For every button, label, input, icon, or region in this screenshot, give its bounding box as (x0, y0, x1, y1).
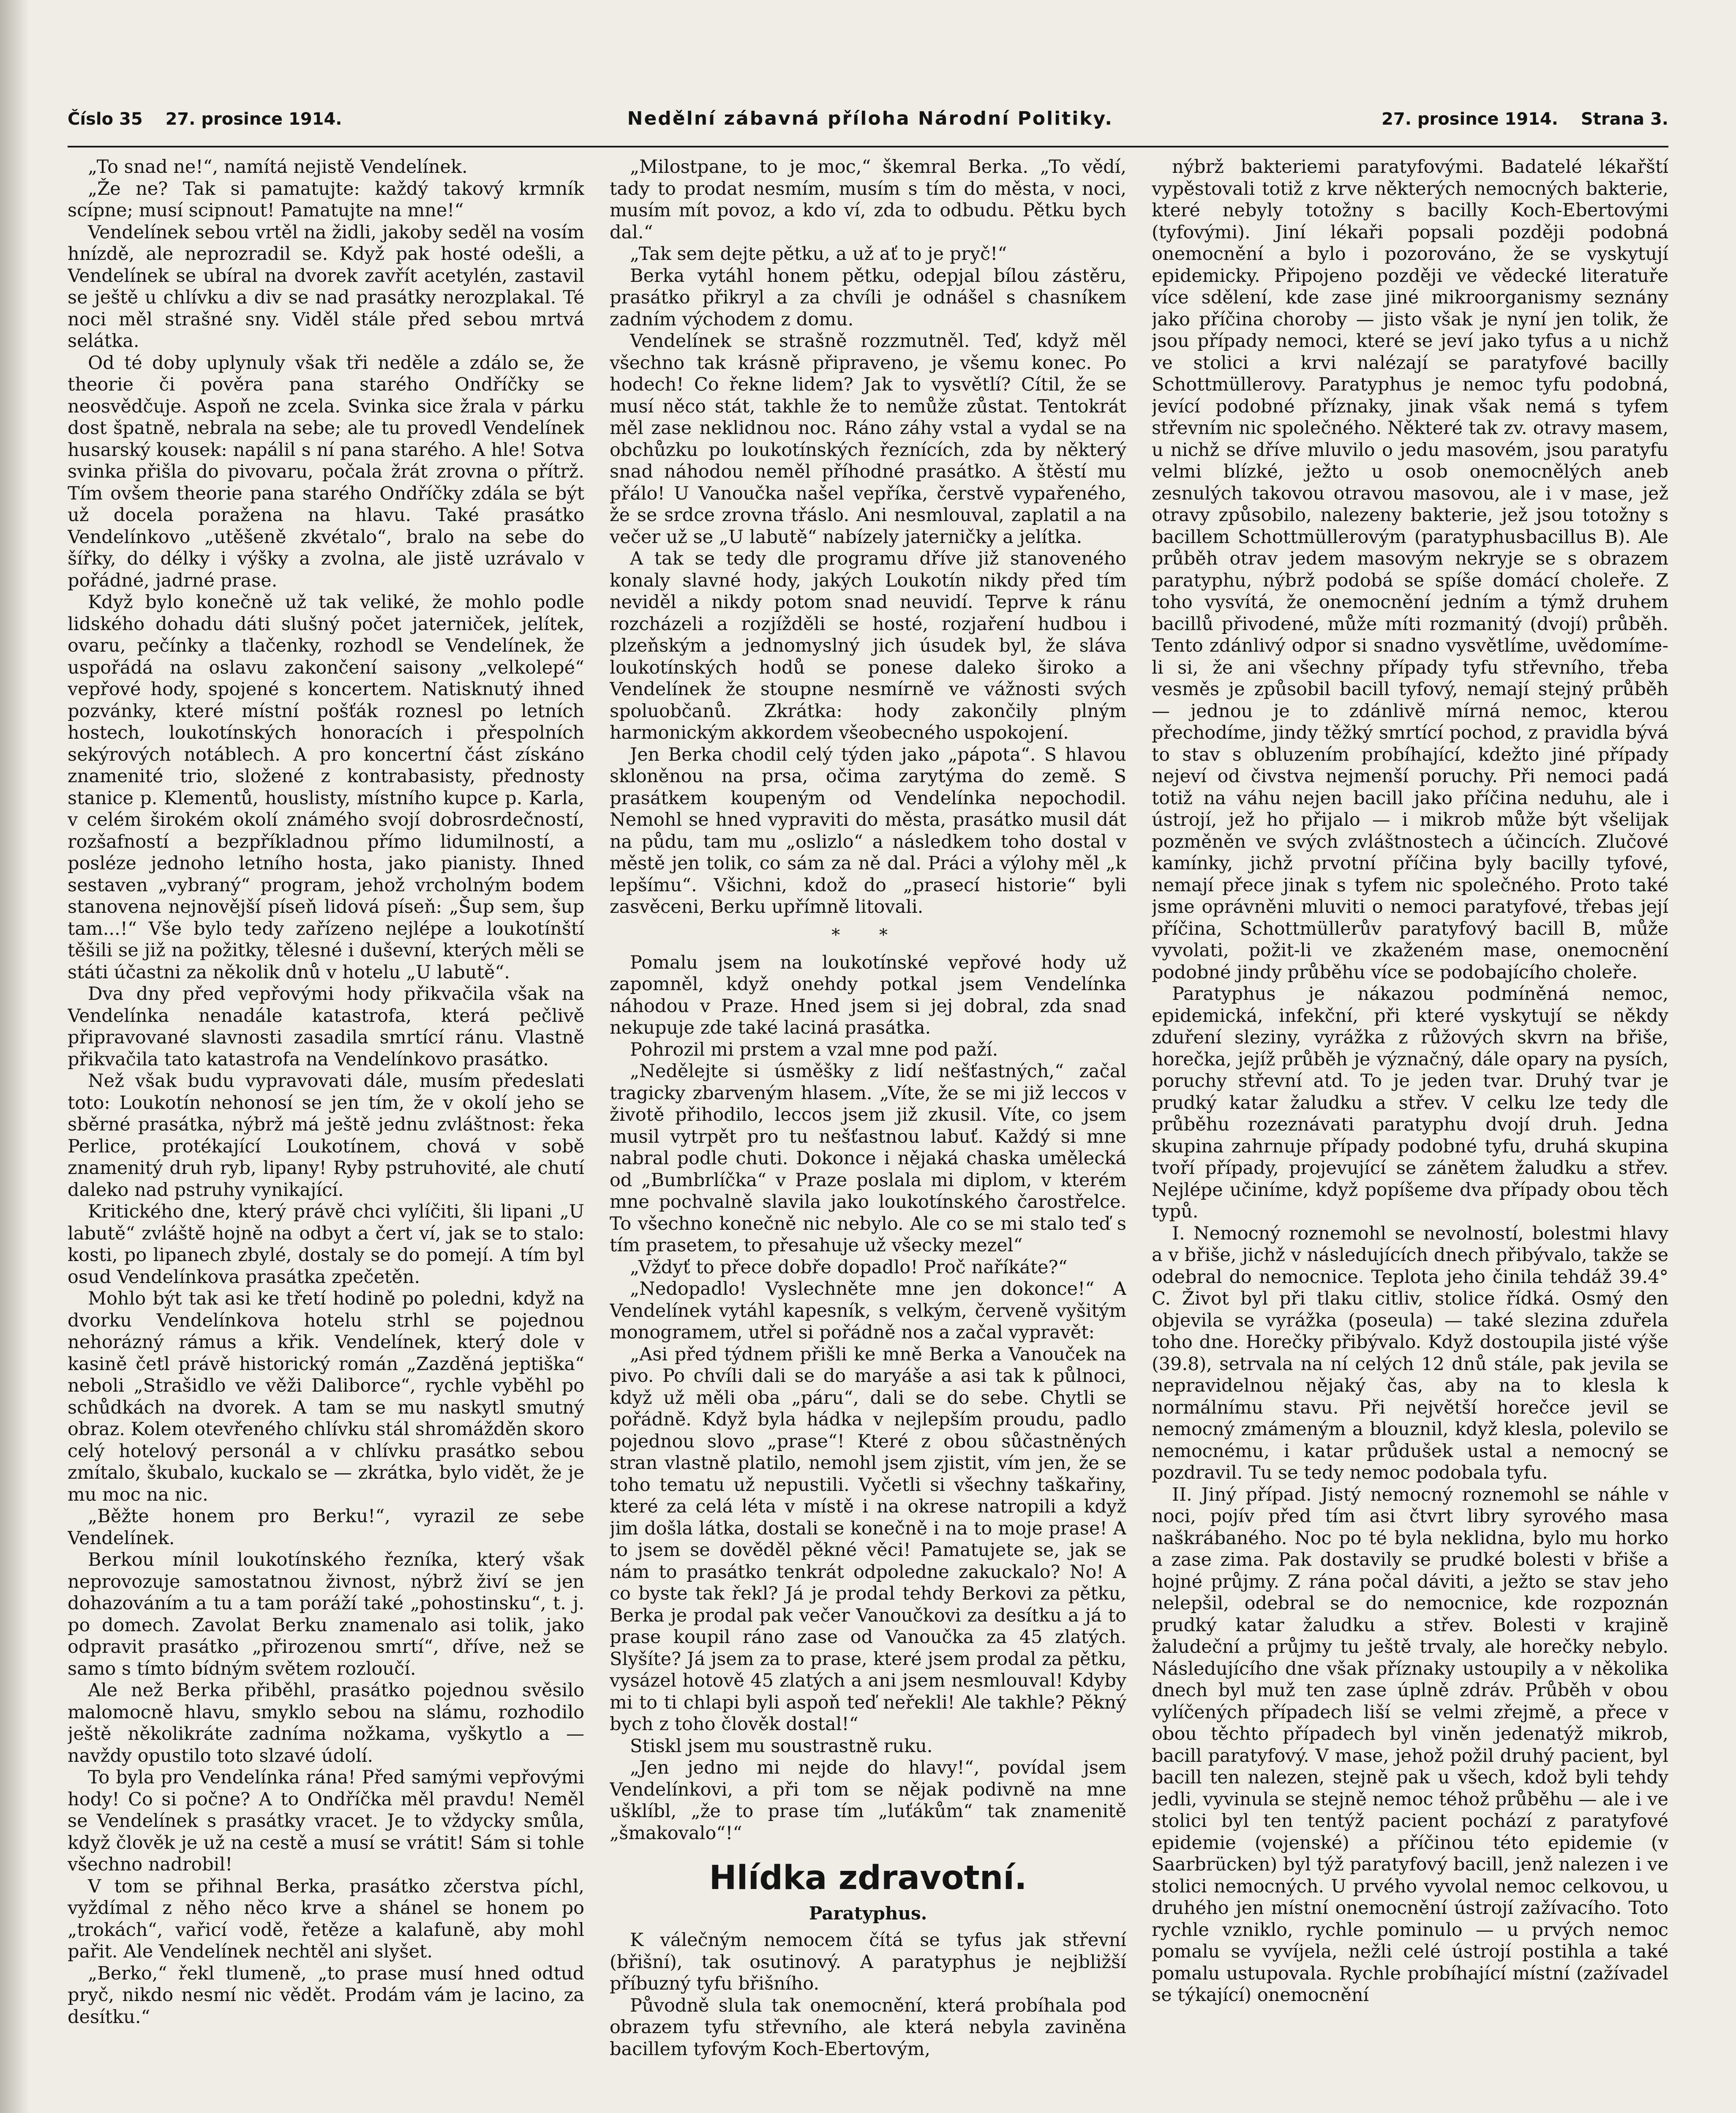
paragraph: „Vždyť to přece dobře dopadlo! Proč naříkáte?“ (630, 1256, 1068, 1278)
column-2 (610, 156, 1126, 2113)
column-3 (1152, 156, 1668, 2113)
paragraph: Jen Berka chodil celý týden jako „pápota“. S hlavou skloněnou na prsa, očima zarytýma do země. S prasátkem koupeným od Vendelínka nepochodil. Nemohl se hned vypraviti do města, prasátko musil dát na půdu, tam mu „oslizlo“ a následkem toho dostal v městě jen tolik, co sám za ně dal. Práci a výlohy měl „k lepšímu“. Všichni, kdož do „prasecí historie“ byli zasvěceni, Berku upřímně litovali. (610, 744, 1126, 917)
paragraph: nýbrž bakteriemi paratyfovými. Badatelé lékařští vypěstovali totiž z krve některých nemocných bakterie, které nebyly totožny s bacilly Koch-Ebertovými (tyfovými). Jiní lékaři popsali později podobná onemocnění a bylo i pozorováno, že se vyskytují epidemicky. Připojeno později ve vědecké literatuře více sdělení, kde zase jiné mikroorganismy seznány jako příčina choroby — jisto však je nyní jen tolik, že jsou případy nemoci, které se jeví jako tyfus a u nichž ve stolici a krvi nalézají se paratyfové bacilly Schottmüllerovy. Paratyphus je nemoc tyfu podobná, jevící podobné příznaky, jinak však nemá s tyfem střevním nic společného. Některé tak zv. otravy masem, u nichž se dříve mluvilo o jedu masovém, jsou paratyfu velmi blízké, ježto u osob onemocnělých aneb zesnulých takovou otravou masovou, ale i v mase, jež otravy způsobilo, nalezeny bakterie, jež jsou totožny s bacillem Schottmüllerovým (paratyphusbacillus B). Ale průběh otrav jedem masovým nekryje se s obrazem paratyphu, nýbrž podobá se spíše domácí choleře. Z toho vysvítá, že onemocnění jedním a týmž druhem bacillů přivodené, může míti rozmanitý (dvojí) průběh. Tento zdánlivý odpor si snadno vysvětlíme, uvědomíme-li si, že ani všechny případy tyfu střevního, třeba vesměs je způsobil bacill tyfový, nemají stejný průběh — jednou je to zdánlivě mírná nemoc, kterou přechodíme, jindy těžký smrtící pochod, z pravidla bývá to stav s obluzením probíhající, kdežto jiné případy nejeví od čivstva nejmenší poruchy. Při nemoci padá totiž na váhu nejen bacill jako příčina neduhu, ale i ústrojí, jež ho přijalo — i mikrob může být všelijak pozměněn ve svých zvláštnostech a účincích. Zlučové kamínky, jichž prvotní příčina byly bacilly tyfové, nemají přece jinak s tyfem nic společného. Proto také jsme oprávněni mluviti o nemoci paratyfové, třebas její příčina, Schottmüllerův paratyfový bacill B, může vyvolati, požit-li ve zkaženém mase, onemocnění podobné jindy průběhu více se podobajícího choleře. (1152, 156, 1668, 983)
paragraph: Mohlo být tak asi ke třetí hodině po poledni, když na dvorku Vendelínkova hotelu strhl se pojednou nehorázný rámus a křik. Vendelínek, který dole v kasině četl právě historický román „Zazděná jeptiška“ neboli „Strašidlo ve věži Daliborce“, rychle vyběhl po schůdkách na dvorek. A tam se mu naskytl smutný obraz. Kolem otevřeného chlívku stál shromážděn skoro celý hotelový personál a v chlívku prasátko sebou zmítalo, škubalo, kuckalo se — zkrátka, bylo vidět, že je mu moc na nic. (68, 1288, 584, 1505)
paragraph: Kritického dne, který právě chci vylíčiti, šli lipani „U labutě“ zvláště hojně na odbyt a čert ví, jak se to stalo: kosti, po lipanech zbylé, dostaly se do pomejí. A tím byl osud Vendelínkova prasátka zpečetěn. (68, 1201, 584, 1288)
paragraph: Ale než Berka přiběhl, prasátko pojednou svěsilo malomocně hlavu, smyklo sebou na slámu, rozhodilo ještě několikráte zadníma nožkama, vyškytlo a — navždy opustilo toto slzavé údolí. (68, 1680, 584, 1766)
page-number: Strana 3. (1581, 109, 1668, 129)
column-1 (68, 156, 584, 2113)
page-header (68, 108, 1668, 142)
scan-edge-shadow (0, 0, 30, 2113)
paragraph: „Že ne? Tak si pamatujte: každý takový krmník scípne; musí scipnout! Pamatujte na mne!“ (68, 178, 584, 221)
paragraph: „Berko,“ řekl tlumeně, „to prase musí hned odtud pryč, nikdo nesmí nic vědět. Prodám vám je lacino, za desítku.“ (68, 1963, 584, 2028)
paragraph: „Běžte honem pro Berku!“, vyrazil ze sebe Vendelínek. (68, 1506, 584, 1549)
header-rule (68, 146, 1668, 147)
paragraph: To byla pro Vendelínka rána! Před samými vepřovými hody! Co si počne? A to Ondříčka měl pravdu! Neměl se Vendelínek s prasátky vracet. Je to vždycky smůla, když člověk je už na cestě a musí se vrátit! Sám si tohle všechno nadrobil! (68, 1767, 584, 1875)
paragraph: Vendelínek se strašně rozzmutněl. Teď, když měl všechno tak krásně připraveno, je všemu konec. Po hodech! Co řekne lidem? Jak to vysvětlí? Cítil, že se musí něco stát, takhle že to nemůže zůstat. Tentokrát měl zase neklidnou noc. Ráno záhy vstal a vydal se na obchůzku po loukotínských řeznících, zda by některý snad náhodou neměl příhodné prasátko. A štěstí mu přálo! U Vanoučka našel vepříka, čerstvě vypařeného, že se srdce zrovna třáslo. Ani nesmlouval, zaplatil a na večer už se „U labutě“ nabízely jaterničky a jelítka. (610, 330, 1126, 548)
paragraph: „To snad ne!“, namítá nejistě Vendelínek. (88, 156, 468, 177)
paragraph: Paratyphus je nákazou podmíněná nemoc, epidemická, infekční, při které vyskytují se někdy zduření sleziny, vyrážka z růžových skvrn na břiše, horečka, jejíž průběh je význačný, dále opary na pysích, poruchy střevní atd. To je jeden tvar. Druhý tvar je prudký katar žaludku a střev. V celku lze tedy dle průběhu rozeznávati paratyphu dvojí druh. Jedna skupina zahrnuje případy podobné tyfu, druhá skupina tvoří případy, projevující se zánětem žaludku a střev. Nejlépe učiníme, když popíšeme dva případy obou těch typů. (1152, 983, 1668, 1222)
text-columns (68, 156, 1668, 2113)
header-left (68, 109, 359, 129)
header-date-right: 27. prosince 1914. (1382, 109, 1558, 129)
paragraph: Berka vytáhl honem pětku, odepjal bílou zástěru, prasátko přikryl a za chvíli je odnášel s chasníkem zadním východem z domu. (610, 265, 1126, 330)
section-title: Hlídka zdravotní. (709, 1859, 1027, 1897)
section-separator: * * (831, 925, 905, 945)
paragraph: „Nedělejte si úsměšky z lidí nešťastných,“ začal tragicky zbarveným hlasem. „Víte, že se mi již leccos v životě přihodilo, leccos jsem již zkusil. Víte, co jsem musil vytrpět pro tu nešťastnou labuť. Každý si mne nabral podle chuti. Dokonce i nějaká chaska umělecká od „Bumbrlíčka“ v Praze poslala mi diplom, v kterém mne pochvalně slavila jako loukotínského čarostřelce. To všechno konečně nic nebylo. Ale co se mi stalo teď s tím prasetem, to přesahuje už všecky mezel“ (610, 1061, 1126, 1256)
paragraph: V tom se přihnal Berka, prasátko zčerstva píchl, vyždímal z něho něco krve a shánel se honem po „trokách“, vařicí vodě, řetěze a kalafuně, aby mohl pařit. Ale Vendelínek nechtěl ani slyšet. (68, 1875, 584, 1962)
issue-number: Číslo 35 (68, 109, 143, 129)
masthead-title: Nedělní zábavná příloha Národní Politiky. (627, 108, 1113, 129)
paragraph: Berkou mínil loukotínského řezníka, který však neprovozuje samostatnou živnost, nýbrž živí se jen dohazováním a tu a tam poráží také „pohostinsku“, t. j. po domech. Zavolat Berku znamenalo asi tolik, jako odpravit prasátko „přirozenou smrtí“, dříve, než se samo s tímto bídným světem rozloučí. (68, 1549, 584, 1679)
paragraph: Pohrozil mi prstem a vzal mne pod paží. (630, 1039, 998, 1060)
header-right (1382, 109, 1668, 129)
paragraph: Dva dny před vepřovými hody přikvačila však na Vendelínka nenadále katastrofa, která pečlivě připravované slavnosti zasadila smrtící ránu. Vlastně přikvačila tato katastrofa na Vendelínkovo prasátko. (68, 983, 584, 1070)
paragraph: Pomalu jsem na loukotínské vepřové hody už zapomněl, když onehdy potkal jsem Vendelínka náhodou v Praze. Hned jsem si jej dobral, zda snad nekupuje zde také laciná prasátka. (610, 952, 1126, 1038)
header-date-left: 27. prosince 1914. (165, 109, 342, 129)
paragraph: Když bylo konečně už tak veliké, že mohlo podle lidského dohadu dáti slušný počet jaterniček, jelítek, ovaru, pečínky a tlačenky, rozhodl se Vendelínek, že uspořádá na oslavu zakončení saisony „velkolepé“ vepřové hody, spojené s koncertem. Natisknutý ihned pozvánky, které místní pošťák roznesl po letních hostech, loukotínských honoracích i přespolních sekýrových notáblech. A pro koncertní část získáno znamenité trio, složené z kontrabasisty, přednosty stanice p. Klementů, houslisty, místního kupce p. Karla, v celém širokém okolí známého svojí dobrosrdečností, rozšafností a bezpříkladnou přímo lidumilností, a posléze jednoho letního hosta, jako pianisty. Ihned sestaven „vybraný“ program, jehož vrcholným bodem stanovena nejnovější píseň lidová píseň: „Šup sem, šup tam...!“ Vše bylo tedy zařízeno nejlépe a loukotínští těšili se již na požitky, tělesné i duševní, kterých měli se státi účastni za několik dnů v hotelu „U labutě“. (68, 592, 584, 983)
paragraph: Vendelínek sebou vrtěl na židli, jakoby seděl na vosím hnízdě, ale neprozradil se. Když pak hosté odešli, a Vendelínek se ubíral na dvorek zavřít acetylén, zastavil se ještě u chlívku a div se nad prasátky nerozplakal. Té noci měl strašné sny. Viděl stále před sebou mrtvá selátka. (68, 221, 584, 352)
paragraph: „Jen jedno mi nejde do hlavy!“, povídal jsem Vendelínkovi, a při tom se nějak podivně na mne ušklíbl, „že to prase tím „luťákům“ tak znamenitě „šmakovalo“!“ (610, 1757, 1126, 1844)
paragraph: Od té doby uplynuly však tři neděle a zdálo se, že theorie či pověra pana starého Ondříčky se neosvědčuje. Aspoň ne zcela. Svinka sice žrala v párku dost špatně, nebrala na sebe; ale tu provedl Vendelínek husarský kousek: napálil s ní pana starého. A hle! Sotva svinka přišla do pivovaru, počala žrát zrovna o přítrž. Tím ovšem theorie pana starého Ondříčky zdála se být už docela poražena na hlavu. Také prasátko Vendelínkovo „utěšeně zkvétalo“, bralo na sebe do šířky, do délky i výšky a zvolna, ale jistě uzrávalo v pořádné, jadrné prase. (68, 352, 584, 591)
paragraph: „Asi před týdnem přišli ke mně Berka a Vanouček na pivo. Po chvíli dali se do maryáše a asi tak k půlnoci, když už měli oba „páru“, dali se do sebe. Chytli se pořádně. Když byla hádka v nejlepším proudu, padlo pojednou slovo „prase“! Které z obou sůčastněných stran vlastně platilo, nemohl jsem zjistit, vím jen, že se toho tematu už nepustili. Vyčetli si všechny taškařiny, které za celá léta v místě i na okrese natropili a když jim došla látka, dostali se konečně i na to moje prase! A to jsem se dověděl pěkné věci! Pamatujete se, jak se nám to prasátko tenkrát odpoledne zakuckalo? No! A co byste tak řekl? Já je prodal tehdy Berkovi za pětku, Berka je prodal pak večer Vanoučkovi za desítku a já to prase koupil ráno zase od Vanoučka za 45 zlatých. Slyšíte? Já jsem za to prase, které jsem prodal za pětku, vysázel hotově 45 zlatých a ani jsem nesmlouval! Kdyby mi to ti chlapi byli aspoň teď neřekli! Ale takhle? Pěkný bych z toho člověk dostal!“ (610, 1343, 1126, 1735)
paragraph: „Tak sem dejte pětku, a už ať to je pryč!“ (630, 243, 1007, 265)
paragraph: K válečným nemocem čítá se tyfus jak střevní (břišní), tak osutinový. A paratyphus je nejbližší příbuzný tyfu břišního. (610, 1930, 1126, 1994)
paragraph: II. Jiný případ. Jistý nemocný roznemohl se náhle v noci, pojív před tím asi čtvrt libry syrového masa naškrábaného. Noc po té byla neklidna, bylo mu horko a zase zima. Pak dostavily se prudké bolesti v břiše a hojné průjmy. Z rána počal dáviti, a ježto se stav jeho nelepšil, odebral se do nemocnice, kde rozpoznán prudký katar žaludku a střev. Bolesti v krajině žaludeční a průjmy tu ještě trvaly, ale horečky nebylo. Následujícího dne však příznaky ustoupily a v několika dnech byl muž ten zase úplně zdráv. Průběh v obou vylíčených případech liší se velmi zřejmě, a přece v obou těchto případech byl viněn jedenatýž mikrob, bacill paratyfový. V mase, jehož požil druhý pacient, byl bacill ten nalezen, stejně pak u všech, kdož byli tehdy jedli, vyvinula se stejně nemoc téhož průběhu — ale i ve stolici byl ten tentýž pacient pochází z paratyfové epidemie (vojenské) a příčinou této epidemie (v Saarbrücken) byl týž paratyfový bacill, jenž nalezen i ve stolici nemocných. U prvého vyvolal nemoc celkovou, u druhého jen místní onemocnění ústrojí zažívacího. Toto rychle vzniklo, rychle pominulo — u prvých nemoc pomalu se vyvíjela, nežli celé ústrojí postihla a také pomalu ustupovala. Rychle probíhající místní (zažívadel se týkající) onemocnění (1152, 1484, 1668, 2006)
paragraph: Stiskl jsem mu soustrastně ruku. (630, 1735, 933, 1757)
paragraph: A tak se tedy dle programu dříve již stanoveného konaly slavné hody, jakých Loukotín nikdy před tím neviděl a nikdy potom snad neuvidí. Teprve k ránu rozcházeli a rozjížděli se hosté, rozjaření hudbou i plzeňským a jednomyslný jich úsudek byl, že sláva loukotínských hodů se ponese daleko široko a Vendelínek že stoupne nesmírně ve vážnosti svých spoluobčanů. Zkrátka: hody zakončily plným harmonickým akkordem všeobecného uspokojení. (610, 548, 1126, 743)
paragraph: „Nedopadlo! Vyslechněte mne jen dokonce!“ A Vendelínek vytáhl kapesník, s velkým, červeně vyšitým monogramem, utřel si pořádně nos a začal vypravět: (610, 1278, 1126, 1343)
paragraph: Než však budu vypravovati dále, musím předeslati toto: Loukotín nehonosí se jen tím, že v okolí jeho se sběrné prasátka, nýbrž má ještě jednu zvláštnost: řeka Perlice, protékající Loukotínem, chová v sobě znamenitý druh ryb, lipany! Ryby pstruhovité, ale chutí daleko nad pstruhy vynikající. (68, 1070, 584, 1201)
section-subtitle: Paratyphus. (809, 1903, 927, 1924)
paragraph: „Milostpane, to je moc,“ škemral Berka. „To vědí, tady to prodat nesmím, musím s tím do města, v noci, musím mít povoz, a kdo ví, zda to odbudu. Pětku bych dal.“ (610, 156, 1126, 243)
paragraph: I. Nemocný roznemohl se nevolností, bolestmi hlavy a v břiše, jichž v následujících dnech přibývalo, takže se odebral do nemocnice. Teplota jeho činila tehdáž 39.4° C. Život byl při tlaku citliv, stolice řídká. Osmý den objevila se vyrážka (poseula) — také slezina zduřela toho dne. Horečky přibývalo. Když dostoupila jisté výše (39.8), setrvala na ní celých 12 dnů stále, pak jevila se nepravidelnou nějaký čas, aby na to klesla k normálnímu stavu. Při největší horečce jevil se nemocný zmámeným a blouznil, když klesla, polevilo se nemocnému, i katar průdušek ustal a nemocný se pozdravil. Tu se tedy nemoc podobala tyfu. (1152, 1223, 1668, 1483)
paragraph: Původně slula tak onemocnění, která probíhala pod obrazem tyfu střevního, ale která nebyla zaviněna bacillem tyfovým Koch-Ebertovým, (610, 1995, 1126, 2060)
